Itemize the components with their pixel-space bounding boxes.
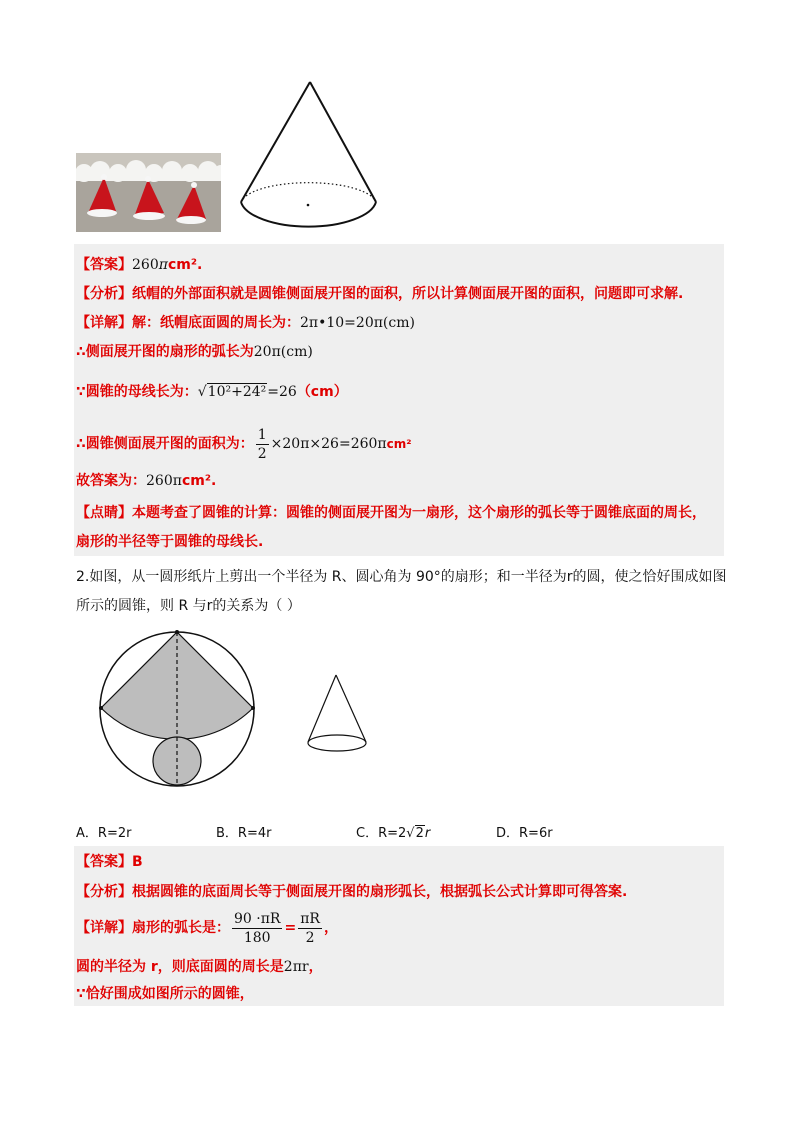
option-c-suffix: r: [424, 826, 431, 841]
step2-math: 20π(cm): [253, 344, 313, 360]
frac1-num: 90 ·πR: [234, 910, 281, 927]
frac1-den: 180: [243, 929, 271, 946]
final-text: 故答案为：: [76, 473, 146, 489]
step4-math: ×20π×26=260π: [270, 436, 387, 452]
q1-answer: [76, 255, 202, 275]
arc-fraction-2: [298, 910, 322, 947]
q2-stem-line1: 2.如图，从一圆形纸片上剪出一个半径为 R、圆心角为 90°的扇形；和一半径为r的圆，使之恰好围成如图: [76, 569, 727, 585]
option-d-label: D．: [496, 826, 520, 841]
frac2-den: 2: [305, 929, 315, 946]
step2-text: ∴侧面展开图的扇形的弧长为: [76, 344, 254, 360]
q2-answer-tag: 【答案】: [76, 854, 132, 870]
analysis-tag: 【分析】: [76, 286, 132, 302]
analysis-text: 纸帽的外部面积就是圆锥侧面展开图的面积，所以计算侧面展开图的面积，问题即可求解.: [132, 286, 684, 302]
q1-final: [76, 471, 216, 491]
comment-line1: 本题考查了圆锥的计算：圆锥的侧面展开图为一扇形，这个扇形的弧长等于圆锥底面的周长，: [132, 505, 706, 521]
option-d[interactable]: [496, 822, 553, 841]
q2-stem-line2: 所示的圆锥，则 R 与r的关系为（ ）: [76, 598, 301, 614]
step4-unit: cm²: [386, 437, 412, 451]
q2-step3-text: ∵恰好围成如图所示的圆锥，: [76, 986, 254, 1002]
option-d-value: R=6r: [519, 826, 553, 841]
option-c-radicand: 2: [415, 826, 424, 841]
q1-comment-2: [76, 532, 263, 552]
q2-analysis-tag: 【分析】: [76, 884, 132, 900]
q2-answer-value: B: [132, 854, 143, 870]
option-b-value: R=4r: [237, 826, 272, 841]
half-fraction: [256, 426, 269, 463]
final-math: 260π: [146, 473, 182, 489]
q1-analysis: [76, 284, 683, 304]
answer-value: 260: [132, 257, 159, 273]
q1-step2: [76, 342, 313, 362]
option-a[interactable]: [76, 822, 131, 841]
q2-step2-math: 2πr: [283, 959, 309, 975]
q2-detail-tag: 【详解】: [76, 920, 132, 936]
cone-diagram: [236, 78, 382, 234]
option-c-label: C．: [356, 826, 379, 841]
circle-sector-diagram: [96, 628, 258, 790]
q2-analysis: [76, 882, 627, 902]
sqrt-symbol: √: [197, 384, 207, 400]
comment-line2: 扇形的半径等于圆锥的母线长.: [76, 534, 264, 550]
option-a-label: A．: [76, 826, 98, 841]
santa-hats-photo: [76, 153, 221, 232]
step4-den: 2: [257, 445, 267, 462]
step4-num: 1: [257, 426, 267, 443]
q2-step2: [76, 957, 323, 977]
answer-tag: 【答案】: [76, 257, 132, 273]
option-c-value: R=2: [378, 826, 407, 841]
option-b[interactable]: [216, 822, 271, 841]
step3-unit: （cm）: [296, 384, 348, 400]
option-a-value: R=2r: [97, 826, 132, 841]
arc-fraction-1: [232, 910, 282, 947]
detail-tag: 【详解】: [76, 315, 132, 331]
detail-text: 解：纸帽底面圆的周长为：: [132, 315, 300, 331]
detail-math: 2π•10=20π(cm): [300, 315, 415, 331]
frac2-num: πR: [300, 910, 320, 927]
answer-pi: π: [158, 257, 168, 273]
q1-comment: [76, 503, 706, 523]
q2-answer: [76, 852, 143, 872]
answer-unit: cm²: [167, 257, 197, 273]
q2-step2-text: 圆的半径为 r，则底面圆的周长是: [76, 959, 284, 975]
q1-step3: [76, 382, 348, 402]
small-cone-diagram: [305, 672, 371, 754]
option-b-label: B．: [216, 826, 238, 841]
q1-step4: [76, 424, 412, 464]
step4-text: ∴圆锥侧面展开图的面积为：: [76, 436, 254, 452]
step3-radicand: 10²+24²: [207, 384, 267, 400]
q2-step2-end: ，: [308, 959, 323, 975]
comment-tag: 【点睛】: [76, 505, 132, 521]
final-unit: cm².: [181, 473, 217, 489]
step3-math: =26: [267, 384, 297, 400]
q2-analysis-text: 根据圆锥的底面周长等于侧面展开图的扇形弧长，根据弧长公式计算即可得答案.: [132, 884, 628, 900]
q2-step3: [76, 984, 254, 1004]
q2-detail: [76, 908, 338, 948]
equals-sign: =: [284, 920, 297, 936]
option-c[interactable]: [356, 822, 430, 841]
answer-end: .: [196, 257, 203, 273]
sqrt-symbol: √: [406, 826, 415, 841]
q1-detail: [76, 313, 415, 333]
q2-detail-text: 扇形的弧长是：: [132, 920, 230, 936]
q2-detail-end: ，: [323, 920, 338, 936]
step3-text: ∵圆锥的母线长为：: [76, 384, 198, 400]
